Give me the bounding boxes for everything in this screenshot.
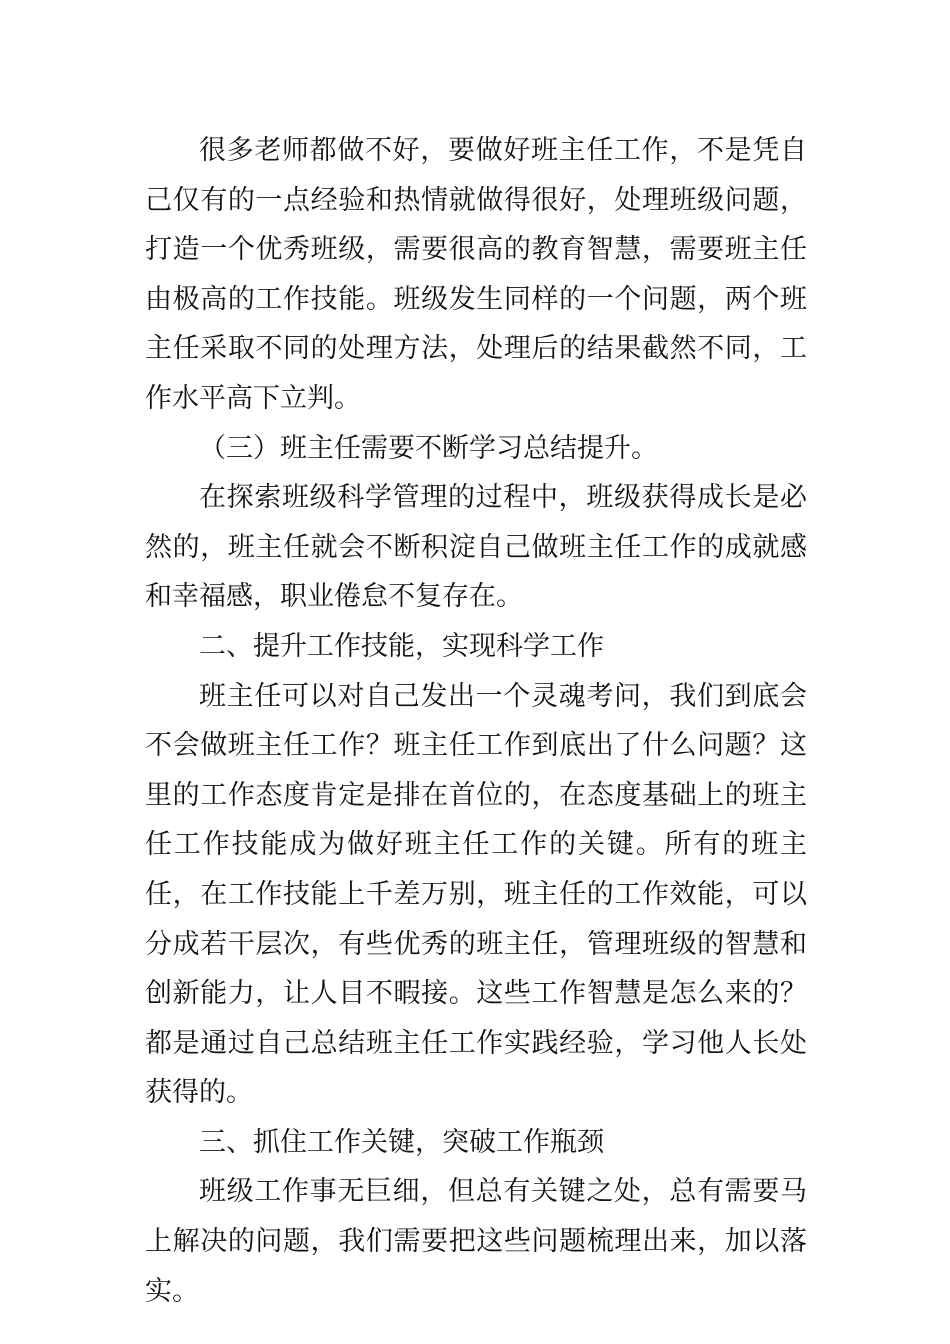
heading-part-2: 二、提升工作技能，实现科学工作	[199, 630, 604, 662]
paragraph-part-3: 班级工作事无巨细，但总有关键之处，总有需要马上解决的问题，我们需要把这些问题梳理出来，加以落实。	[145, 1176, 807, 1307]
paragraph-intro: 很多老师都做不好，要做好班主任工作，不是凭自己仅有的一点经验和热情就做得很好，处理班级问题，打造一个优秀班级，需要很高的教育智慧，需要班主任由极高的工作技能。班级发生同样的一个问题，两个班主任采取不同的处理方法，处理后的结果截然不同，工作水平高下立判。	[145, 135, 807, 414]
heading-part-3: 三、抓住工作关键，突破工作瓶颈	[199, 1126, 604, 1158]
paragraph-section-3: 在探索班级科学管理的过程中，班级获得成长是必然的，班主任就会不断积淀自己做班主任工作的成就感和幸福感，职业倦怠不复存在。	[145, 482, 807, 613]
paragraph-part-2: 班主任可以对自己发出一个灵魂考问，我们到底会不会做班主任工作？班主任工作到底出了什么问题？这里的工作态度肯定是排在首位的，在态度基础上的班主任工作技能成为做好班主任工作的关键。所有的班主任，在工作技能上千差万别，班主任的工作效能，可以分成若干层次，有些优秀的班主任，管理班级的智慧和创新能力，让人目不暇接。这些工作智慧是怎么来的？都是通过自己总结班主任工作实践经验，学习他人长处获得的。	[145, 680, 807, 1109]
document-body	[145, 126, 807, 1316]
subheading-section-3: （三）班主任需要不断学习总结提升。	[199, 432, 658, 464]
